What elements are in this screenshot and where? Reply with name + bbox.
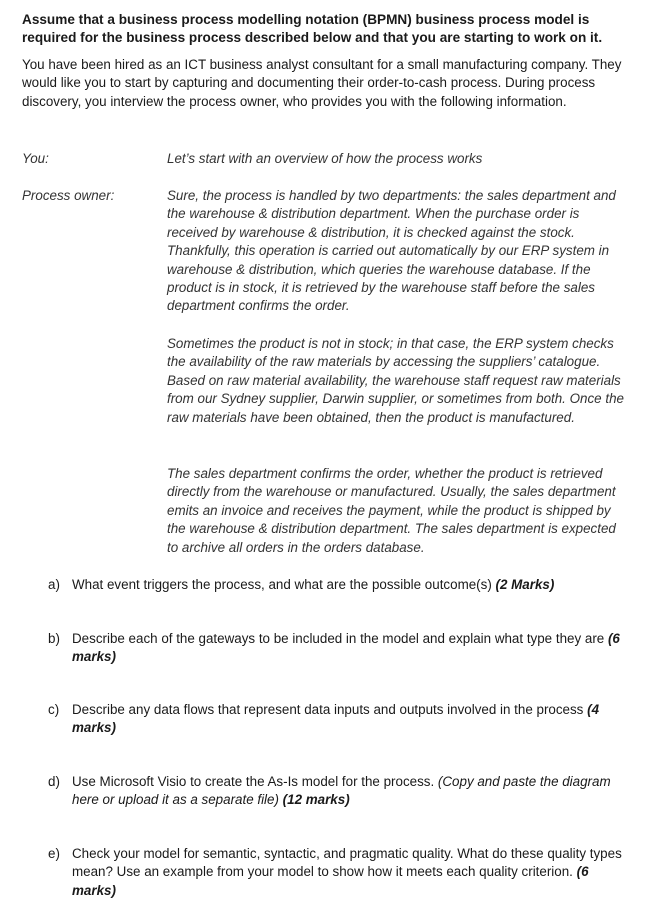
question-e-text: Check your model for semantic, syntactic, and pragmatic quality. What do these quality types mean? Use an example from your model to show how it meets each quality criterion. — [72, 846, 622, 880]
process-owner-paragraph-2: Sometimes the product is not in stock; in that case, the ERP system checks the availability of the raw materials by accessing the suppliers’ catalogue. Based on raw material availability, the warehouse staff request raw materials from our Sydney supplier, Darwin supplier, or sometimes from both. Once the raw materials have been obtained, then the product is manufactured. — [167, 336, 624, 425]
question-a-text: What event triggers the process, and what are the possible outcome(s) — [72, 577, 496, 592]
process-owner-label: Process owner: — [22, 188, 115, 203]
question-b-letter: b) — [48, 631, 60, 646]
question-e-marks: (6 marks) — [72, 864, 589, 898]
question-d-marks: (12 marks) — [282, 792, 350, 808]
assignment-heading: Assume that a business process modelling notation (BPMN) business process model is required for the business process described below and that you are starting to work on it. — [22, 12, 603, 46]
question-b — [72, 630, 628, 667]
question-c-text: Describe any data flows that represent data inputs and outputs involved in the process — [72, 702, 588, 717]
question-b-text: Describe each of the gateways to be included in the model and explain what type they are — [72, 631, 608, 646]
question-e — [72, 845, 628, 900]
intro-paragraph: You have been hired as an ICT business analyst consultant for a small manufacturing company. They would like you to start by capturing and documenting their order-to-cash process. During process discovery, you interview the process owner, who provides you with the following information. — [22, 57, 622, 109]
question-c-marks: (4 marks) — [72, 702, 600, 736]
question-a — [72, 576, 628, 594]
you-label: You: — [22, 151, 49, 166]
question-c-letter: c) — [48, 702, 60, 717]
question-a-marks: (2 Marks) — [495, 577, 555, 592]
question-b-marks: (6 marks) — [72, 631, 620, 665]
question-a-letter: a) — [48, 577, 60, 592]
you-text: Let’s start with an overview of how the process works — [167, 151, 483, 166]
question-e-letter: e) — [48, 846, 60, 861]
process-owner-paragraph-1: Sure, the process is handled by two departments: the sales department and the warehouse & distribution department. When the purchase order is received by warehouse & distribution, it is checked against the stock. Thankfully, this operation is carried out automatically by our ERP system in warehouse & distribution, which queries the warehouse database. If the product is in stock, it is retrieved by the warehouse staff before the sales department confirms the order. — [167, 188, 616, 314]
question-c — [72, 701, 628, 738]
question-d — [72, 773, 628, 810]
question-d-letter: d) — [48, 774, 60, 789]
question-d-instruction: (Copy and paste the diagram here or upload it as a separate file) — [72, 774, 611, 808]
question-d-text: Use Microsoft Visio to create the As-Is model for the process. — [72, 774, 438, 789]
process-owner-paragraph-3: The sales department confirms the order, whether the product is retrieved directly from the warehouse or manufactured. Usually, the sales department emits an invoice and receives the payment, while the product is shipped by the warehouse & distribution department. The sales department is expected to archive all orders in the orders database. — [167, 466, 616, 555]
